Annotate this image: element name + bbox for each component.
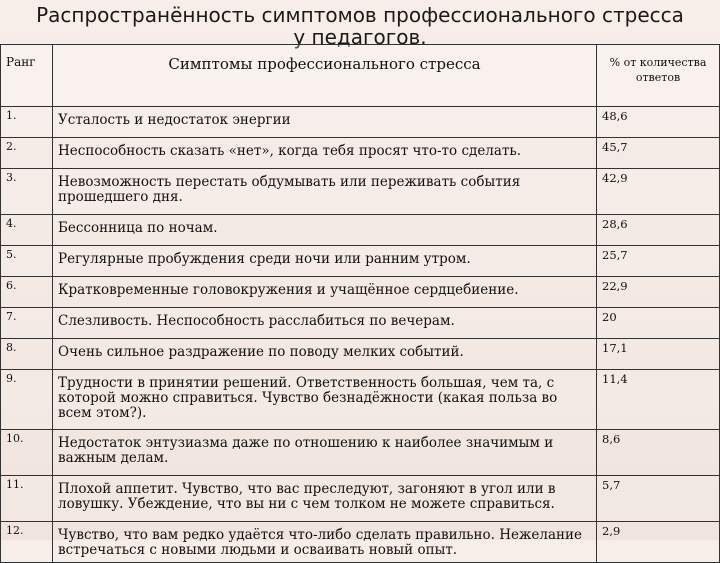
row-symptom: Кратковременные головокружения и учащённое сердцебиение. (53, 277, 597, 308)
row-symptom: Слезливость. Неспособность расслабиться по вечерам. (53, 308, 597, 339)
row-symptom: Невозможность перестать обдумывать или переживать события прошедшего дня. (53, 169, 597, 215)
row-percent: 25,7 (597, 246, 720, 277)
row-rank: 6. (1, 277, 53, 308)
table-row (1, 370, 720, 430)
row-rank: 11. (1, 476, 53, 522)
row-percent: 8,6 (597, 430, 720, 476)
row-percent: 22,9 (597, 277, 720, 308)
row-percent: 48,6 (597, 107, 720, 138)
table-row (1, 522, 720, 563)
row-percent: 42,9 (597, 169, 720, 215)
row-rank: 8. (1, 339, 53, 370)
row-symptom: Регулярные пробуждения среди ночи или ранним утром. (53, 246, 597, 277)
table-row (1, 215, 720, 246)
table-row (1, 308, 720, 339)
row-rank: 5. (1, 246, 53, 277)
row-percent: 2,9 (597, 522, 720, 563)
table-row (1, 107, 720, 138)
row-rank: 4. (1, 215, 53, 246)
row-rank: 1. (1, 107, 53, 138)
header-symptoms: Симптомы профессионального стресса (53, 45, 597, 107)
table-row (1, 339, 720, 370)
table-header-row (1, 45, 720, 107)
row-symptom: Чувство, что вам редко удаётся что-либо сделать правильно. Нежелание встречаться с новыми людьми и осваивать новый опыт. (53, 522, 597, 563)
table-row (1, 246, 720, 277)
page-title (0, 4, 720, 48)
row-percent: 45,7 (597, 138, 720, 169)
row-rank: 10. (1, 430, 53, 476)
stress-symptoms-table (0, 44, 720, 563)
row-symptom: Усталость и недостаток энергии (53, 107, 597, 138)
row-symptom: Плохой аппетит. Чувство, что вас преследуют, загоняют в угол или в ловушку. Убеждение, что вы ни с чем толком не можете справиться. (53, 476, 597, 522)
table-row (1, 277, 720, 308)
header-rank: Ранг (1, 45, 53, 107)
table-row (1, 476, 720, 522)
row-rank: 2. (1, 138, 53, 169)
title-line-2: у педагогов. (293, 25, 427, 49)
row-rank: 3. (1, 169, 53, 215)
row-symptom: Неспособность сказать «нет», когда тебя просят что-то сделать. (53, 138, 597, 169)
row-rank: 7. (1, 308, 53, 339)
row-rank: 12. (1, 522, 53, 563)
header-percent: % от количества ответов (597, 45, 720, 107)
row-percent: 28,6 (597, 215, 720, 246)
row-percent: 20 (597, 308, 720, 339)
row-percent: 11,4 (597, 370, 720, 430)
row-symptom: Трудности в принятии решений. Ответственность большая, чем та, с которой можно справиться. Чувство безнадёжности (какая польза во всем этом?). (53, 370, 597, 430)
table-row (1, 138, 720, 169)
row-symptom: Недостаток энтузиазма даже по отношению к наиболее значимым и важным делам. (53, 430, 597, 476)
row-percent: 17,1 (597, 339, 720, 370)
table-row (1, 430, 720, 476)
row-percent: 5,7 (597, 476, 720, 522)
row-symptom: Бессонница по ночам. (53, 215, 597, 246)
row-rank: 9. (1, 370, 53, 430)
row-symptom: Очень сильное раздражение по поводу мелких событий. (53, 339, 597, 370)
table-row (1, 169, 720, 215)
title-line-1: Распространённость симптомов профессионального стресса (36, 3, 684, 27)
